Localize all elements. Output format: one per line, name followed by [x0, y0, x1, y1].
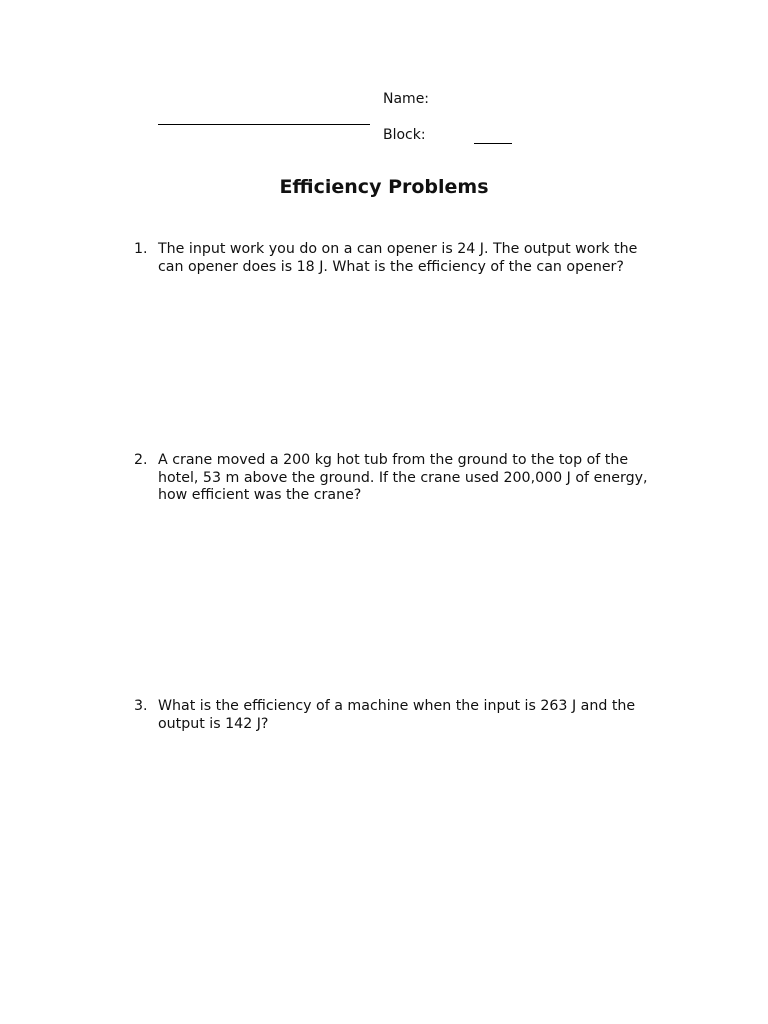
problem-3-number: 3. — [134, 698, 148, 714]
block-underline[interactable] — [474, 143, 512, 144]
page-title: Efficiency Problems — [279, 176, 489, 198]
block-label: Block: — [383, 127, 426, 143]
problem-2-text: A crane moved a 200 kg hot tub from the ground to the top of the hotel, 53 m above the ground. If the crane used 200,000 J of energy, how efficient was the crane? — [158, 452, 648, 503]
problem-2-number: 2. — [134, 452, 148, 468]
problem-2 — [134, 452, 664, 505]
problem-1 — [134, 241, 664, 276]
problem-1-text: The input work you do on a can opener is 24 J. The output work the can opener does is 18 J. What is the efficiency of the can opener? — [158, 241, 638, 275]
name-label: Name: — [383, 91, 430, 107]
problem-1-number: 1. — [134, 241, 148, 257]
problem-3-text: What is the efficiency of a machine when the input is 263 J and the output is 142 J? — [158, 698, 636, 732]
name-underline[interactable] — [158, 124, 370, 125]
problem-3 — [134, 698, 664, 733]
